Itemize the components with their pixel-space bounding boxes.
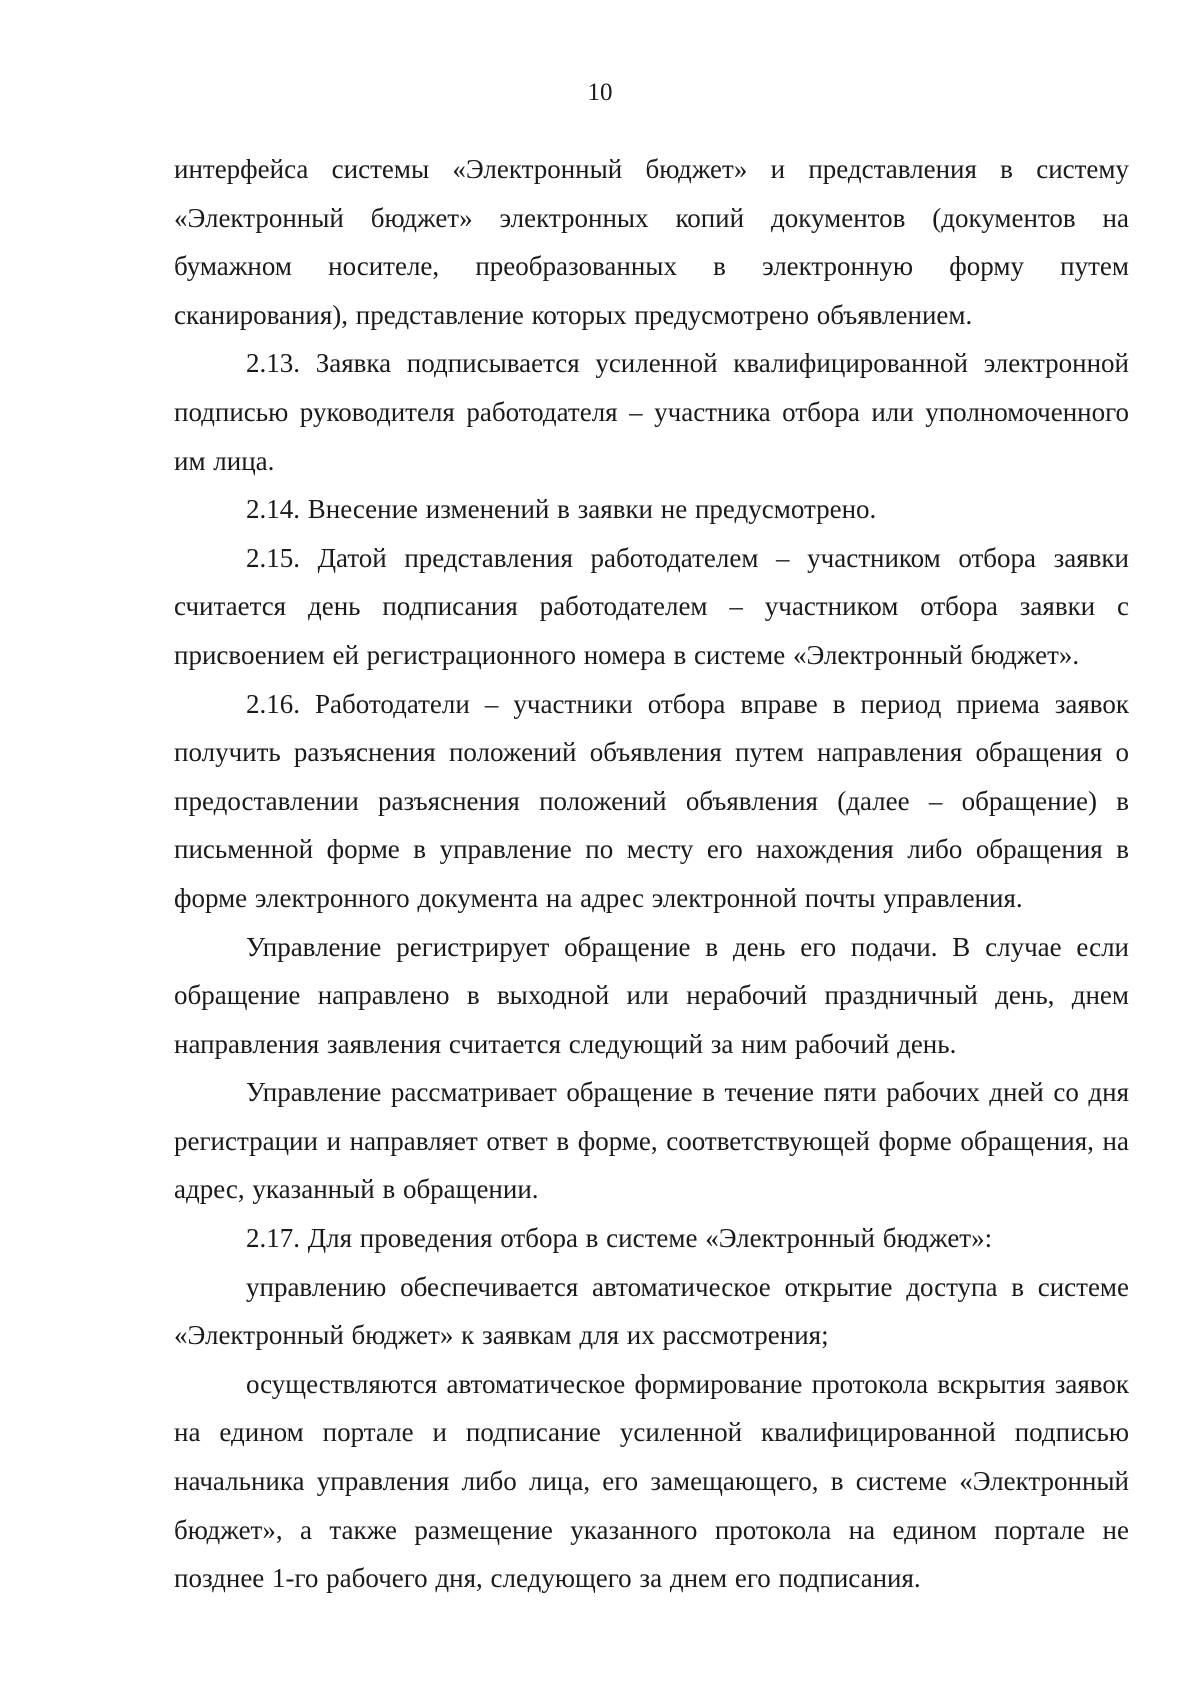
paragraph-registration: Управление регистрирует обращение в день его подачи. В случае если обращение направлено в выходной или нерабочий праздничный день, днем направления заявления считается следующий за ним рабочий день. (174, 931, 1129, 1059)
document-body (174, 145, 1129, 1603)
paragraph-2-13: 2.13. Заявка подписывается усиленной квалифицированной электронной подписью руководителя работодателя – участника отбора или уполномоченного им лица. (174, 348, 1129, 476)
page-number: 10 (587, 79, 613, 106)
paragraph-2-16: 2.16. Работодатели – участники отбора вправе в период приема заявок получить разъяснения положений объявления путем направления обращения о предоставлении разъяснения положений объявления (далее – обращение) в письменной форме в управление по месту его нахождения либо обращения в форме электронного документа на адрес электронной почты управления. (174, 688, 1129, 913)
paragraph-protocol: осуществляются автоматическое формирование протокола вскрытия заявок на едином портале и подписание усиленной квалифицированной подписью начальника управления либо лица, его замещающего, в системе «Электронный бюджет», а также размещение указанного протокола на едином портале не позднее 1-го рабочего дня, следующего за днем его подписания. (174, 1368, 1129, 1594)
paragraph-2-15: 2.15. Датой представления работодателем – участником отбора заявки считается день подписания работодателем – участником отбора заявки с присвоением ей регистрационного номера в системе «Электронный бюджет». (174, 542, 1129, 670)
paragraph-access: управлению обеспечивается автоматическое открытие доступа в системе «Электронный бюджет» к заявкам для их рассмотрения; (174, 1271, 1129, 1351)
paragraph-2-14: 2.14. Внесение изменений в заявки не предусмотрено. (246, 494, 877, 525)
paragraph-2-17: 2.17. Для проведения отбора в системе «Электронный бюджет»: (246, 1223, 993, 1254)
paragraph-review: Управление рассматривает обращение в течение пяти рабочих дней со дня регистрации и направляет ответ в форме, соответствующей форме обращения, на адрес, указанный в обращении. (174, 1077, 1129, 1205)
paragraph-continuation: интерфейса системы «Электронный бюджет» и представления в систему «Электронный бюджет» электронных копий документов (документов на бумажном носителе, преобразованных в электронную форму путем сканирования), представление которых предусмотрено объявлением. (174, 154, 1129, 330)
